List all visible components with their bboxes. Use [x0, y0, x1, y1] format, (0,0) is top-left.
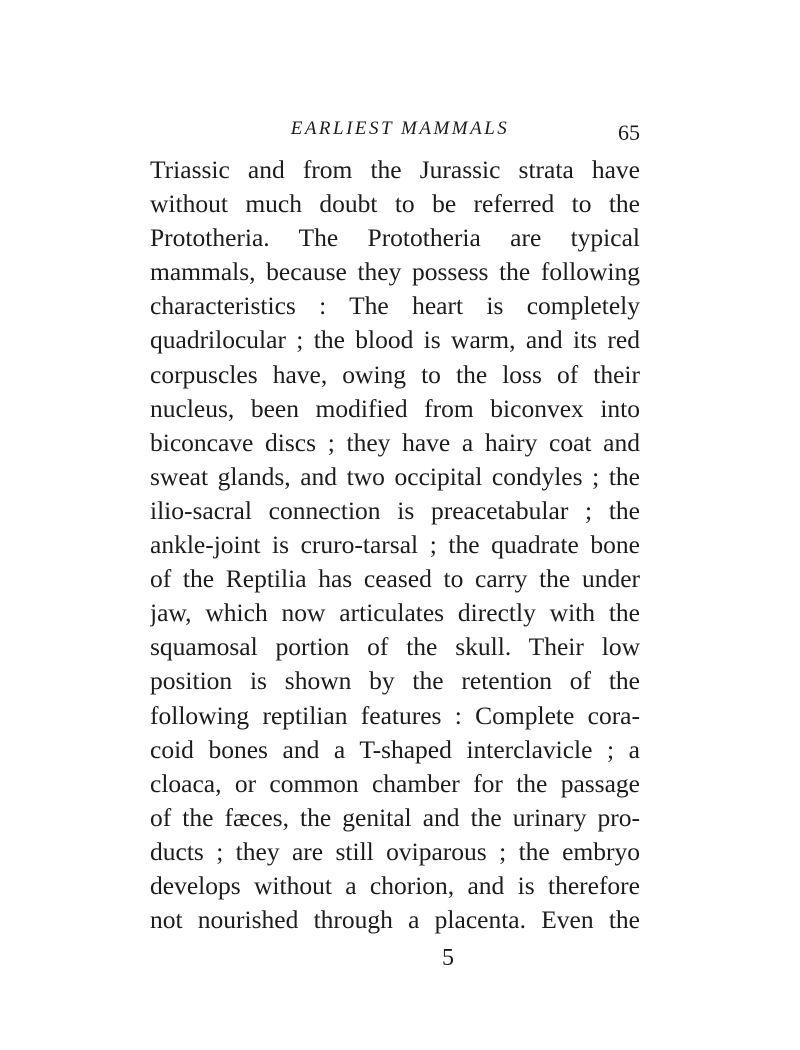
running-title: EARLIEST MAMMALS: [290, 118, 510, 139]
text-line: sweat glands, and two occipital condyles ; the: [150, 461, 640, 491]
text-line: cloaca, or common chamber for the passage: [150, 768, 640, 798]
running-head: [160, 118, 640, 148]
text-line: following reptilian features : Complete cora-: [150, 700, 640, 730]
text-line: squamosal portion of the skull. Their low: [150, 632, 640, 662]
text-line: coid bones and a T-shaped interclavicle ; a: [150, 734, 640, 764]
text-line: develops without a chorion, and is therefore: [150, 870, 640, 900]
text-line: position is shown by the retention of the: [150, 666, 640, 696]
text-line: characteristics : The heart is completely: [150, 291, 640, 321]
text-line: of the Reptilia has ceased to carry the under: [150, 564, 640, 594]
signature-mark: [0, 945, 800, 972]
body-text: [150, 153, 640, 937]
text-line: ducts ; they are still oviparous ; the embryo: [150, 836, 640, 866]
text-line: nucleus, been modified from biconvex into: [150, 393, 640, 423]
text-line: corpuscles have, owing to the loss of their: [150, 359, 640, 389]
signature-mark-label: 5: [442, 945, 454, 971]
text-line: mammals, because they possess the following: [150, 257, 640, 287]
text-line: quadrilocular ; the blood is warm, and its red: [150, 325, 640, 355]
text-line: of the fæces, the genital and the urinary pro-: [150, 802, 640, 832]
text-line: jaw, which now articulates directly with the: [150, 598, 640, 628]
text-line: Prototheria. The Prototheria are typical: [150, 223, 640, 253]
text-line: biconcave discs ; they have a hairy coat and: [150, 427, 640, 457]
text-line: ilio-sacral connection is preacetabular ; the: [150, 495, 640, 525]
page-number: 65: [618, 120, 640, 145]
text-line: not nourished through a placenta. Even the: [150, 905, 640, 935]
text-line: ankle-joint is cruro-tarsal ; the quadrate bone: [150, 530, 640, 560]
text-line: Triassic and from the Jurassic strata have: [150, 155, 640, 184]
text-line: without much doubt to be referred to the: [150, 189, 640, 219]
